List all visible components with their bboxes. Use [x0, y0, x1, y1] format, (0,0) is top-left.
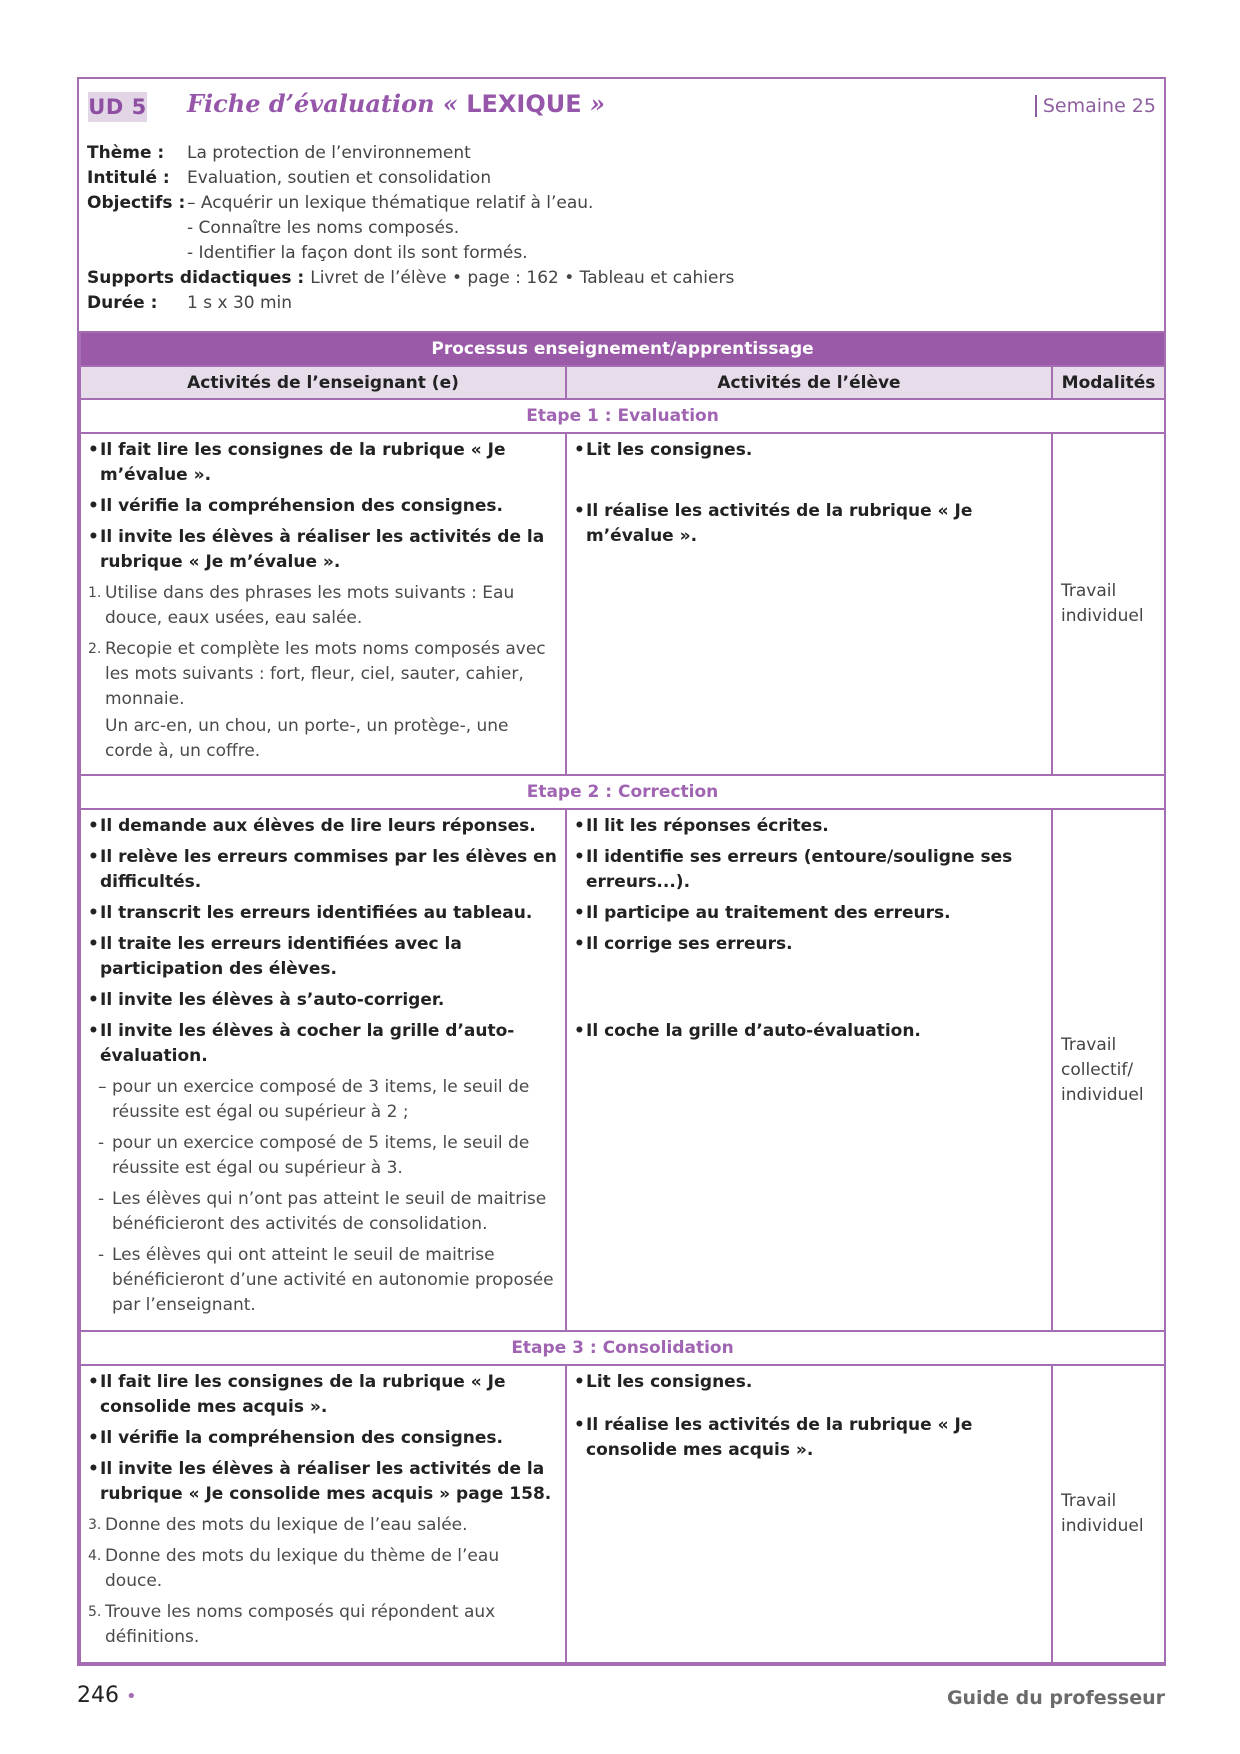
- title-suffix: »: [581, 89, 605, 118]
- process-title: Processus enseignement/apprentissage: [80, 333, 1165, 366]
- footer-guide: Guide du professeur: [946, 1687, 1165, 1709]
- list-item: • Il relève les erreurs commises par les élèves en difficultés.: [88, 847, 557, 892]
- step-2-title: Etape 2 : Correction: [80, 775, 1165, 809]
- supports-label: Supports didactiques :: [87, 268, 305, 288]
- list-item: • Il invite les élèves à réaliser les activités de la rubrique « Je consolide mes acquis » page 158.: [88, 1459, 552, 1504]
- sheet-title: [187, 89, 605, 118]
- objectif-1: – Acquérir un lexique thématique relatif à l’eau.: [187, 193, 594, 213]
- list-item: • Il fait lire les consignes de la rubrique « Je consolide mes acquis ».: [88, 1372, 506, 1417]
- step-1-student: [566, 433, 1052, 775]
- step-2-modalite: Travail collectif/ individuel: [1052, 809, 1165, 1331]
- duree-value: 1 s x 30 min: [187, 293, 293, 313]
- list-item: • Il coche la grille d’auto-évaluation.: [574, 1021, 921, 1041]
- title-main: LEXIQUE: [466, 90, 582, 118]
- exercise-3: 3. Donne des mots du lexique de l’eau salée.: [88, 1515, 468, 1535]
- page-number: 246 •: [77, 1683, 137, 1708]
- footer-bullet: •: [126, 1686, 137, 1707]
- objectif-3: - Identifier la façon dont ils sont formés.: [187, 243, 528, 263]
- intitule-label: Intitulé :: [87, 168, 170, 188]
- step-2-teacher: [80, 809, 566, 1331]
- list-item: • Lit les consignes.: [574, 1372, 753, 1392]
- list-item: • Il réalise les activités de la rubrique « Je m’évalue ».: [574, 501, 973, 546]
- list-item: • Il vérifie la compréhension des consignes.: [88, 1428, 504, 1448]
- sheet-header: [79, 79, 1164, 333]
- process-table: [79, 333, 1166, 1664]
- list-item: • Il fait lire les consignes de la rubrique « Je m’évalue ».: [88, 440, 506, 485]
- col-header-teacher: Activités de l’enseignant (e): [80, 366, 566, 399]
- list-item: • Il vérifie la compréhension des consignes.: [88, 496, 504, 516]
- step-2-student: [566, 809, 1052, 1331]
- theme-label: Thème :: [87, 143, 165, 163]
- objectif-2: - Connaître les noms composés.: [187, 218, 460, 238]
- exercise-5: 5. Trouve les noms composés qui répondent aux définitions.: [88, 1602, 496, 1647]
- step-3-teacher: [80, 1365, 566, 1663]
- exercise-2: 2. Recopie et complète les mots noms composés avec les mots suivants : fort, fleur, ciel, sauter, cahier, monnaie.: [88, 639, 546, 709]
- intitule-value: Evaluation, soutien et consolidation: [187, 168, 492, 188]
- week-label: Semaine 25: [1035, 95, 1156, 117]
- supports-value: Livret de l’élève • page : 162 • Tableau et cahiers: [310, 268, 735, 288]
- list-item: • Il transcrit les erreurs identifiées au tableau.: [88, 903, 533, 923]
- theme-value: La protection de l’environnement: [187, 143, 471, 163]
- col-header-student: Activités de l’élève: [566, 366, 1052, 399]
- list-item: • Il traite les erreurs identifiées avec la participation des élèves.: [88, 934, 462, 979]
- step-1-title: Etape 1 : Evaluation: [80, 399, 1165, 433]
- note-item: - Les élèves qui ont atteint le seuil de maitrise bénéficieront d’une activité en autonomie proposée par l’enseignant.: [98, 1245, 554, 1315]
- exercise-2-words: Un arc-en, un chou, un porte-, un protège-, une corde à, un coffre.: [105, 716, 509, 761]
- list-item: • Il corrige ses erreurs.: [574, 934, 793, 954]
- title-prefix: Fiche d’évaluation «: [187, 89, 467, 118]
- list-item: • Il demande aux élèves de lire leurs réponses.: [88, 816, 536, 836]
- step-3-title: Etape 3 : Consolidation: [80, 1331, 1165, 1365]
- step-1-modalite: Travail individuel: [1052, 433, 1165, 775]
- note-item: - pour un exercice composé de 5 items, le seuil de réussite est égal ou supérieur à 3.: [98, 1133, 530, 1178]
- list-item: • Il invite les élèves à réaliser les activités de la rubrique « Je m’évalue ».: [88, 527, 545, 572]
- col-header-modalites: Modalités: [1052, 366, 1165, 399]
- step-3-modalite: Travail individuel: [1052, 1365, 1165, 1663]
- list-item: • Lit les consignes.: [574, 440, 753, 460]
- sheet-meta: [87, 141, 734, 316]
- evaluation-sheet: [77, 77, 1166, 1666]
- exercise-1: 1. Utilise dans des phrases les mots suivants : Eau douce, eaux usées, eau salée.: [88, 583, 515, 628]
- list-item: • Il invite les élèves à s’auto-corriger.: [88, 990, 445, 1010]
- list-item: • Il identifie ses erreurs (entoure/souligne ses erreurs...).: [574, 847, 1013, 892]
- list-item: • Il réalise les activités de la rubrique « Je consolide mes acquis ».: [574, 1415, 973, 1460]
- exercise-4: 4. Donne des mots du lexique du thème de l’eau douce.: [88, 1546, 500, 1591]
- list-item: • Il lit les réponses écrites.: [574, 816, 829, 836]
- duree-label: Durée :: [87, 293, 158, 313]
- note-item: – pour un exercice composé de 3 items, le seuil de réussite est égal ou supérieur à 2 ;: [98, 1077, 530, 1122]
- list-item: • Il participe au traitement des erreurs.: [574, 903, 951, 923]
- list-item: • Il invite les élèves à cocher la grille d’auto-évaluation.: [88, 1021, 515, 1066]
- step-1-teacher: [80, 433, 566, 775]
- objectifs-label: Objectifs :: [87, 193, 186, 213]
- step-3-student: [566, 1365, 1052, 1663]
- unit-badge: UD 5: [88, 92, 147, 122]
- note-item: - Les élèves qui n’ont pas atteint le seuil de maitrise bénéficieront des activités de consolidation.: [98, 1189, 547, 1234]
